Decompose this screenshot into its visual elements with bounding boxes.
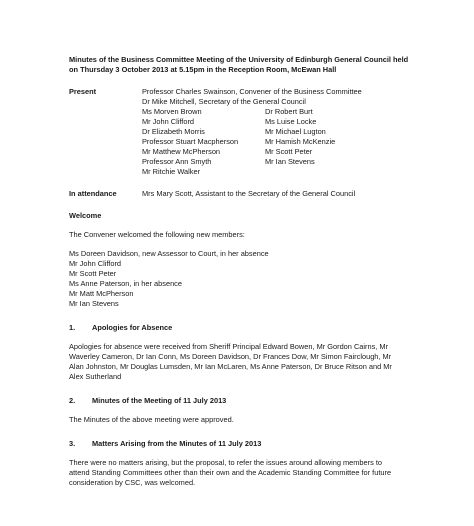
list-item: Mr Matt McPherson	[69, 289, 134, 298]
section-title: Apologies for Absence	[92, 323, 173, 332]
new-members-list	[69, 249, 469, 309]
paragraph-line: There were no matters arising, but the proposal, to refer the issues around allowing members to	[69, 458, 383, 467]
paragraph-line: Alex Sutherland	[69, 372, 122, 381]
member-pair	[142, 127, 362, 137]
welcome-intro: The Convener welcomed the following new members:	[69, 230, 245, 239]
member-name: Mr Matthew McPherson	[142, 147, 221, 156]
member-name: Mr Ritchie Walker	[142, 167, 201, 176]
paragraph-line: Waverley Cameron, Dr Ian Conn, Ms Doreen Davidson, Dr Frances Dow, Mr Simon Fairclough, Mr	[69, 352, 392, 361]
member-name: Dr Robert Burt	[265, 107, 313, 116]
matters-arising-paragraph	[69, 458, 469, 488]
member-name: Professor Stuart Macpherson	[142, 137, 239, 146]
section-heading-apologies	[69, 323, 469, 333]
section-number: 1.	[69, 323, 76, 332]
paragraph-line: The Minutes of the above meeting were approved.	[69, 415, 234, 424]
section-heading-matters-arising	[69, 439, 469, 449]
member-pair	[142, 147, 362, 157]
list-item: Mr Ian Stevens	[69, 299, 119, 308]
member-name: Mr Michael Lugton	[265, 127, 326, 136]
attendance-entry: Mrs Mary Scott, Assistant to the Secretary of the General Council	[142, 189, 356, 198]
member-pair	[142, 137, 362, 147]
title-line-1: Minutes of the Business Committee Meeting of the University of Edinburgh General Council held	[69, 55, 409, 64]
paragraph-line: Alan Johnston, Mr Douglas Lumsden, Mr Ian McLaren, Ms Anne Paterson, Dr Bruce Ritson and Mr	[69, 362, 392, 371]
section-heading-minutes	[69, 396, 469, 406]
section-number: 2.	[69, 396, 76, 405]
convener-entry: Professor Charles Swainson, Convener of the Business Committee	[142, 87, 362, 96]
paragraph-line: attend Standing Committees other than their own and the Academic Standing Committee for future	[69, 468, 392, 477]
paragraph-line: consideration by CSC, was welcomed.	[69, 478, 196, 487]
welcome-heading: Welcome	[69, 211, 102, 220]
document-title	[69, 55, 469, 75]
minutes-paragraph	[69, 415, 469, 425]
present-list	[142, 87, 362, 177]
attendance-label: In attendance	[69, 189, 117, 198]
member-pair	[142, 107, 362, 117]
title-line-2: on Thursday 3 October 2013 at 5.15pm in the Reception Room, McEwan Hall	[69, 65, 337, 74]
list-item: Mr John Clifford	[69, 259, 122, 268]
member-name: Mr John Clifford	[142, 117, 195, 126]
member-name: Mr Ian Stevens	[265, 157, 315, 166]
section-title: Matters Arising from the Minutes of 11 July 2013	[92, 439, 262, 448]
list-item: Mr Scott Peter	[69, 269, 117, 278]
member-name: Ms Morven Brown	[142, 107, 202, 116]
list-item: Ms Anne Paterson, in her absence	[69, 279, 182, 288]
member-name: Dr Elizabeth Morris	[142, 127, 205, 136]
section-number: 3.	[69, 439, 76, 448]
attendance-section	[69, 189, 469, 199]
member-pair	[142, 117, 362, 127]
list-item: Ms Doreen Davidson, new Assessor to Court, in her absence	[69, 249, 269, 258]
member-name: Mr Scott Peter	[265, 147, 313, 156]
paragraph-line: Apologies for absence were received from Sheriff Principal Edward Bowen, Mr Gordon Cairns, Mr	[69, 342, 389, 351]
member-name: Mr Hamish McKenzie	[265, 137, 336, 146]
apologies-paragraph	[69, 342, 469, 382]
present-label: Present	[69, 87, 97, 96]
present-section	[69, 87, 469, 177]
member-pair	[142, 157, 362, 167]
section-title: Minutes of the Meeting of 11 July 2013	[92, 396, 227, 405]
secretary-entry: Dr Mike Mitchell, Secretary of the General Council	[142, 97, 306, 106]
minutes-document	[69, 55, 469, 488]
member-name: Ms Luise Locke	[265, 117, 317, 126]
member-name: Professor Ann Smyth	[142, 157, 212, 166]
